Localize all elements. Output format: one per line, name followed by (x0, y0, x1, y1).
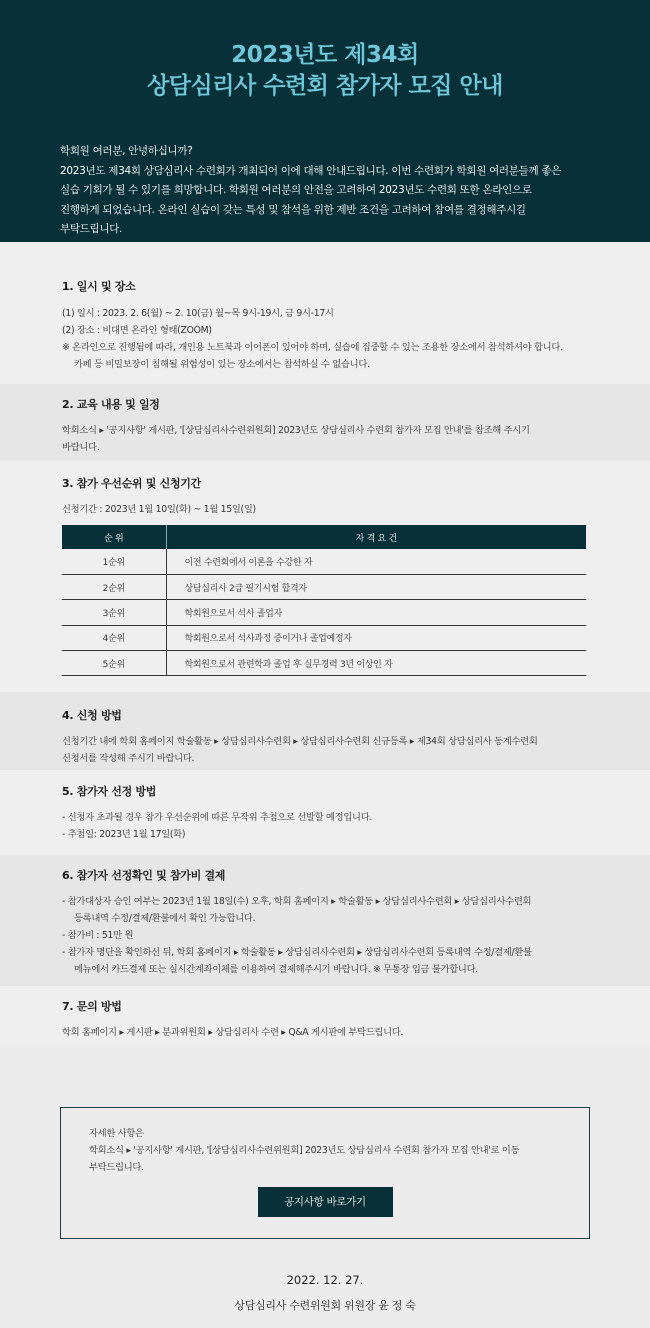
requirement-cell: 상담심리사 2급 필기시험 합격자 (166, 574, 586, 599)
section-curriculum (0, 384, 650, 461)
section-line: 카페 등 비밀보장이 침해될 위험성이 있는 장소에서는 참석하실 수 없습니다. (74, 359, 370, 370)
bottom-area (0, 1046, 650, 1328)
info-line: 학회소식 ▸ '공지사항' 게시판, '[상담심리사수련위원회] 2023년도 상담심리사 수련회 참가자 모집 안내'로 이동 (89, 1145, 520, 1156)
section-line: 학회소식 ▸ '공지사항' 게시판, '[상담심리사수련위원회] 2023년도 상담심리사 수련회 참가자 모집 안내'를 참조해 주시기 (62, 425, 530, 436)
section-line: 학회 홈페이지 ▸ 게시판 ▸ 분과위원회 ▸ 상담심리사 수련 ▸ Q&A 게시판에 부탁드립니다. (62, 1027, 404, 1038)
rank-cell: 1순위 (62, 549, 166, 574)
intro-line: 실습 기회가 될 수 있기를 희망합니다. 학회원 여러분의 안전을 고려하여 2023년도 수련회 또한 온라인으로 (60, 184, 532, 196)
requirement-cell: 학회원으로서 관련학과 졸업 후 실무경력 3년 이상인 자 (166, 651, 586, 676)
notice-link-button[interactable]: 공지사항 바로가기 (258, 1187, 393, 1217)
title-line-1: 2023년도 제34회 (231, 42, 419, 68)
requirement-cell: 학회원으로서 석사 졸업자 (166, 600, 586, 625)
issue-date: 2022. 12. 27. (286, 1273, 364, 1287)
section-body (62, 1024, 588, 1041)
intro-line: 2023년도 제34회 상담심리사 수련회가 개최되어 이에 대해 안내드립니다. 이번 수련회가 학회원 여러분들께 좋은 (60, 164, 562, 177)
section-application-method (0, 692, 650, 770)
section-line: 등록내역 수정/결제/환불에서 확인 가능합니다. (74, 913, 256, 924)
application-period: 신청기간 : 2023년 1월 10일(화) ~ 1월 15일(일) (62, 504, 256, 515)
section-inquiry (0, 986, 650, 1046)
section-body (62, 422, 588, 456)
column-header-rank: 순 위 (62, 525, 166, 549)
section-line: - 참가대상자 승인 여부는 2023년 1월 18일(수) 오후, 학회 홈페이지 ▸ 학술활동 ▸ 상담심리사수련회 ▸ 상담심리사수련회 (62, 896, 532, 907)
section-title: 2. 교육 내용 및 일정 (62, 398, 160, 411)
section-schedule-venue (0, 242, 650, 384)
section-title: 1. 일시 및 장소 (62, 280, 136, 293)
section-body (62, 893, 588, 978)
section-title: 6. 참가자 선정확인 및 참가비 결제 (62, 869, 226, 882)
intro-line: 부탁드립니다. (60, 223, 123, 235)
section-title: 4. 신청 방법 (62, 709, 122, 722)
section-line: - 신청자 초과될 경우 참가 우선순위에 따른 무작위 추첨으로 선발할 예정입니다. (62, 812, 373, 823)
section-title: 7. 문의 방법 (62, 1000, 122, 1013)
column-header-requirement: 자 격 요 건 (166, 525, 586, 549)
hero-header (0, 0, 650, 242)
title-line-2: 상담심리사 수련회 참가자 모집 안내 (147, 73, 503, 99)
page-title (0, 40, 650, 102)
priority-table (62, 525, 586, 676)
rank-cell: 2순위 (62, 574, 166, 599)
section-body (62, 733, 588, 767)
requirement-cell: 이전 수련회에서 이론을 수강한 자 (166, 549, 586, 574)
section-line: ※ 온라인으로 진행됨에 따라, 개인용 노트북과 이어폰이 있어야 하며, 실습에 집중할 수 있는 조용한 장소에서 참석하셔야 합니다. (62, 342, 563, 353)
intro-line: 학회원 여러분, 안녕하십니까? (60, 145, 193, 157)
info-line: 자세한 사항은 (89, 1128, 144, 1139)
table-row (62, 625, 586, 650)
info-box (60, 1107, 590, 1239)
section-title: 3. 참가 우선순위 및 신청기간 (62, 477, 201, 490)
section-priority (0, 461, 650, 692)
section-line: (2) 장소 : 비대면 온라인 형태(ZOOM) (62, 325, 212, 336)
rank-cell: 5순위 (62, 651, 166, 676)
table-row (62, 651, 586, 676)
table-row (62, 549, 586, 574)
info-text (89, 1125, 561, 1176)
table-row (62, 574, 586, 599)
section-title: 5. 참가자 선정 방법 (62, 785, 157, 798)
section-line: 메뉴에서 카드결제 또는 실시간계좌이체를 이용하여 결제해주시기 바랍니다. ※ 무통장 입금 불가합니다. (74, 964, 478, 975)
section-confirmation-payment (0, 855, 650, 986)
section-line: 신청서를 작성해 주시기 바랍니다. (62, 753, 195, 764)
section-line: - 참가자 명단을 확인하신 뒤, 학회 홈페이지 ▸ 학술활동 ▸ 상담심리사수련회 ▸ 상담심리사수련회 등록내역 수정/결제/환불 (62, 947, 532, 958)
section-line: (1) 일시 : 2023. 2. 6(월) ~ 2. 10(금) 월~목 9시-19시, 금 9시-17시 (62, 308, 334, 319)
requirement-cell: 학회원으로서 석사과정 중이거나 졸업예정자 (166, 625, 586, 650)
section-line: - 추첨일: 2023년 1월 17일(화) (62, 829, 186, 840)
rank-cell: 3순위 (62, 600, 166, 625)
section-body (62, 809, 588, 843)
fee-line: - 참가비 : 51만 원 (62, 930, 134, 941)
section-line: 바랍니다. (62, 442, 100, 453)
section-body (62, 305, 588, 373)
signer-name: 상담심리사 수련위원회 위원장 윤 정 숙 (234, 1299, 416, 1312)
table-header-row (62, 525, 586, 549)
intro-text (60, 142, 590, 240)
intro-line: 진행하게 되었습니다. 온라인 실습이 갖는 특성 및 참석을 위한 제반 조건을 고려하여 참여를 결정해주시길 (60, 203, 526, 216)
table-row (62, 600, 586, 625)
rank-cell: 4순위 (62, 625, 166, 650)
section-selection-method (0, 770, 650, 855)
info-line: 부탁드립니다. (89, 1162, 144, 1173)
section-line: 신청기간 내에 학회 홈페이지 학술활동 ▸ 상담심리사수련회 ▸ 상담심리사수련회 신규등록 ▸ 제34회 상담심리사 동계수련회 (62, 736, 538, 747)
